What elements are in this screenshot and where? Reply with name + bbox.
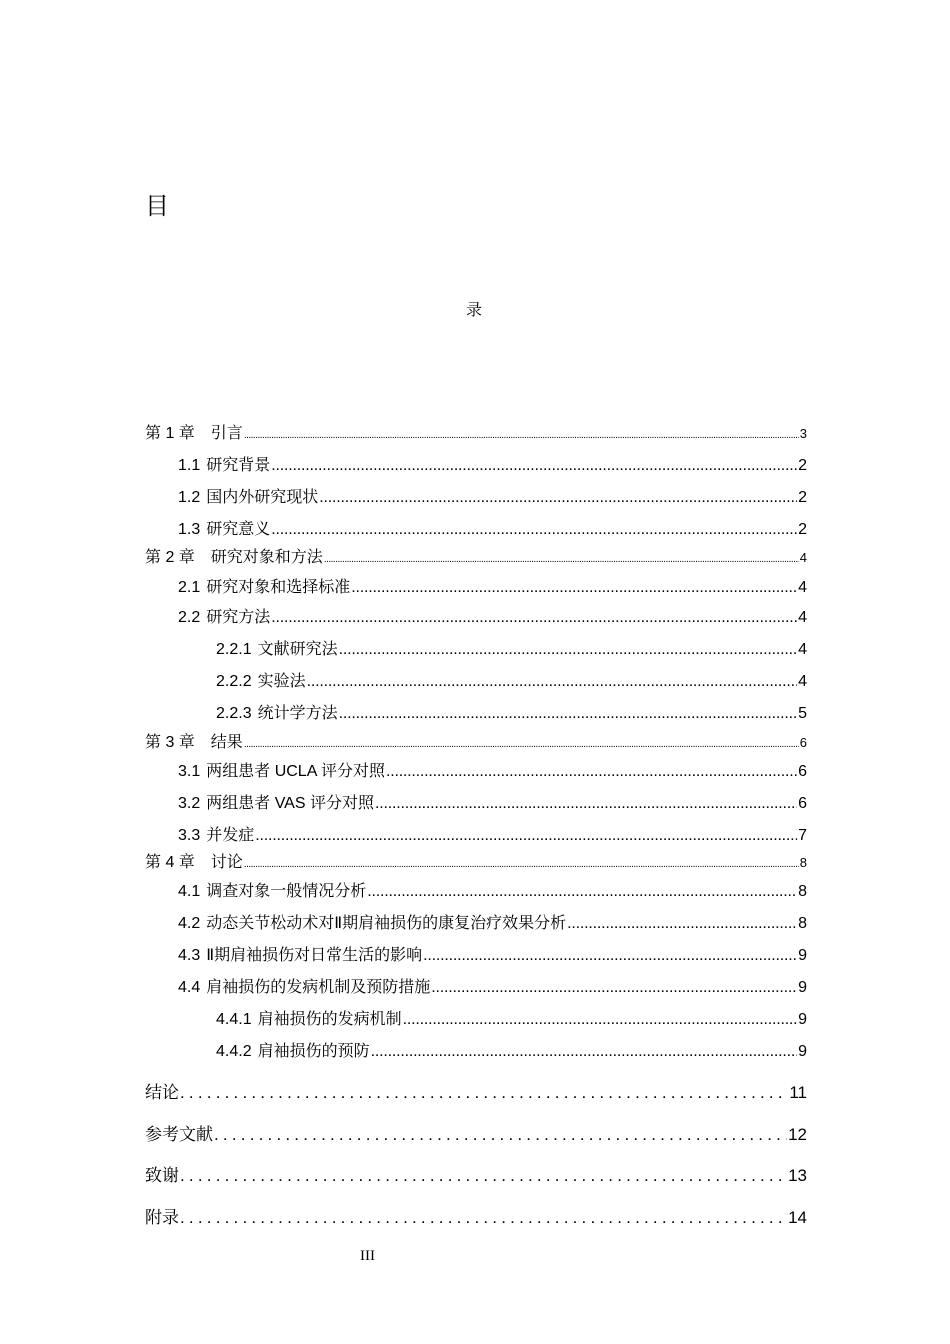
entry-title: 结论	[145, 1083, 179, 1102]
section-title: 调查对象一般情况分析	[206, 883, 367, 900]
page-number: 4	[798, 579, 807, 596]
dot-leader	[431, 979, 797, 997]
page-subtitle: 录	[466, 300, 483, 319]
dot-leader	[319, 489, 797, 507]
section-title: 研究意义	[206, 521, 271, 538]
subsection-number: 2.2.1	[216, 641, 252, 658]
chapter-prefix: 第 3 章	[145, 734, 195, 751]
dot-leader	[367, 883, 797, 901]
page-number: 7	[798, 827, 807, 844]
chapter-title: 引言	[210, 425, 243, 442]
toc-section-3-2[interactable]	[178, 790, 807, 812]
dot-leader	[244, 859, 799, 870]
toc-subsection-2-2-2[interactable]	[216, 668, 807, 690]
section-number: 1.1	[178, 457, 201, 474]
subsection-title: 文献研究法	[257, 641, 338, 658]
page-title: 目	[145, 192, 169, 220]
subsection-title: 肩袖损伤的预防	[257, 1043, 370, 1060]
footer-page-number: III	[360, 1248, 375, 1264]
dot-leader	[371, 1043, 797, 1061]
page-number: 8	[799, 855, 807, 870]
section-number: 4.1	[178, 883, 201, 900]
dot-leader	[180, 1208, 787, 1228]
chapter-title: 研究对象和方法	[210, 549, 323, 566]
subsection-title: 肩袖损伤的发病机制	[257, 1011, 402, 1028]
toc-chapter-2[interactable]	[145, 544, 807, 566]
toc-conclusion[interactable]	[145, 1078, 807, 1102]
section-title: 国内外研究现状	[206, 489, 319, 506]
toc-subsection-2-2-1[interactable]	[216, 636, 807, 658]
page-number: 5	[798, 705, 807, 722]
section-title: 肩袖损伤的发病机制及预防措施	[206, 979, 431, 996]
dot-leader	[271, 457, 797, 475]
dot-leader	[244, 739, 799, 750]
dot-leader	[180, 1083, 788, 1103]
page-number: 8	[798, 883, 807, 900]
toc-subsection-4-4-2[interactable]	[216, 1038, 807, 1060]
section-title: 研究对象和选择标准	[206, 579, 351, 596]
chapter-title: 结果	[210, 734, 243, 751]
dot-leader	[339, 641, 797, 659]
toc-section-4-2[interactable]	[178, 910, 807, 932]
dot-leader	[375, 795, 797, 813]
section-title: 并发症	[206, 827, 255, 844]
subsection-number: 2.2.3	[216, 705, 252, 722]
page-number: 9	[798, 1011, 807, 1028]
section-number: 4.2	[178, 915, 201, 932]
section-number: 1.2	[178, 489, 201, 506]
toc-section-4-3[interactable]	[178, 942, 807, 964]
page-number: 14	[788, 1208, 807, 1227]
page-number: 9	[798, 979, 807, 996]
toc-section-1-2[interactable]	[178, 484, 807, 506]
toc-chapter-1[interactable]	[145, 420, 807, 442]
entry-title: 参考文献	[145, 1125, 213, 1144]
toc-subsection-4-4-1[interactable]	[216, 1006, 807, 1028]
dot-leader	[180, 1166, 787, 1186]
page-number: 11	[789, 1083, 807, 1102]
toc-subsection-2-2-3[interactable]	[216, 700, 807, 722]
subsection-title: 统计学方法	[257, 705, 338, 722]
dot-leader	[214, 1125, 787, 1145]
page-number: 4	[798, 673, 807, 690]
section-title: 研究背景	[206, 457, 271, 474]
page-number: 4	[798, 641, 807, 658]
chapter-prefix: 第 4 章	[145, 854, 195, 871]
chapter-prefix: 第 2 章	[145, 549, 195, 566]
toc-acknowledgements[interactable]	[145, 1161, 807, 1185]
dot-leader	[271, 521, 797, 539]
toc-section-4-1[interactable]	[178, 878, 807, 900]
dot-leader	[386, 763, 797, 781]
page-number: 8	[798, 915, 807, 932]
page-number: 4	[799, 550, 807, 565]
toc-section-3-3[interactable]	[178, 822, 807, 844]
dot-leader	[307, 673, 797, 691]
section-number: 4.3	[178, 947, 201, 964]
section-title: 研究方法	[206, 609, 271, 626]
subsection-title: 实验法	[257, 673, 306, 690]
section-number: 3.3	[178, 827, 201, 844]
toc-section-1-1[interactable]	[178, 452, 807, 474]
page-number: 6	[799, 735, 807, 750]
subsection-number: 4.4.1	[216, 1011, 252, 1028]
dot-leader	[255, 827, 797, 845]
page-number: 4	[798, 609, 807, 626]
page-number: 2	[798, 489, 807, 506]
section-number: 2.1	[178, 579, 201, 596]
toc-chapter-3[interactable]	[145, 729, 807, 751]
page-number: 6	[798, 795, 807, 812]
dot-leader	[351, 579, 797, 597]
dot-leader	[567, 915, 797, 933]
page-number: 9	[798, 1043, 807, 1060]
dot-leader	[423, 947, 797, 965]
section-title: 动态关节松动术对Ⅱ期肩袖损伤的康复治疗效果分析	[206, 915, 567, 932]
section-title: 两组患者 UCLA 评分对照	[206, 763, 385, 780]
section-title: 两组患者 VAS 评分对照	[206, 795, 374, 812]
section-number: 3.1	[178, 763, 201, 780]
toc-section-1-3[interactable]	[178, 516, 807, 538]
dot-leader	[324, 554, 799, 565]
dot-leader	[271, 609, 797, 627]
toc-references[interactable]	[145, 1120, 807, 1144]
toc-chapter-4[interactable]	[145, 849, 807, 871]
toc-section-3-1[interactable]	[178, 758, 807, 780]
page-number: 12	[788, 1125, 807, 1144]
section-title: Ⅱ期肩袖损伤对日常生活的影响	[206, 947, 423, 964]
section-number: 3.2	[178, 795, 201, 812]
dot-leader	[339, 705, 797, 723]
subsection-number: 2.2.2	[216, 673, 252, 690]
page-number: 3	[799, 426, 807, 441]
dot-leader	[244, 430, 799, 441]
toc-section-2-1[interactable]	[178, 574, 807, 596]
section-number: 1.3	[178, 521, 201, 538]
toc-appendix[interactable]	[145, 1203, 807, 1227]
dot-leader	[403, 1011, 797, 1029]
page-number: 13	[788, 1166, 807, 1185]
chapter-prefix: 第 1 章	[145, 425, 195, 442]
entry-title: 附录	[145, 1208, 179, 1227]
chapter-title: 讨论	[210, 854, 243, 871]
section-number: 2.2	[178, 609, 201, 626]
page-number: 2	[798, 521, 807, 538]
page-number: 2	[798, 457, 807, 474]
page-number: 6	[798, 763, 807, 780]
subsection-number: 4.4.2	[216, 1043, 252, 1060]
page-number: 9	[798, 947, 807, 964]
toc-section-2-2[interactable]	[178, 604, 807, 626]
entry-title: 致谢	[145, 1166, 179, 1185]
toc-section-4-4[interactable]	[178, 974, 807, 996]
section-number: 4.4	[178, 979, 201, 996]
